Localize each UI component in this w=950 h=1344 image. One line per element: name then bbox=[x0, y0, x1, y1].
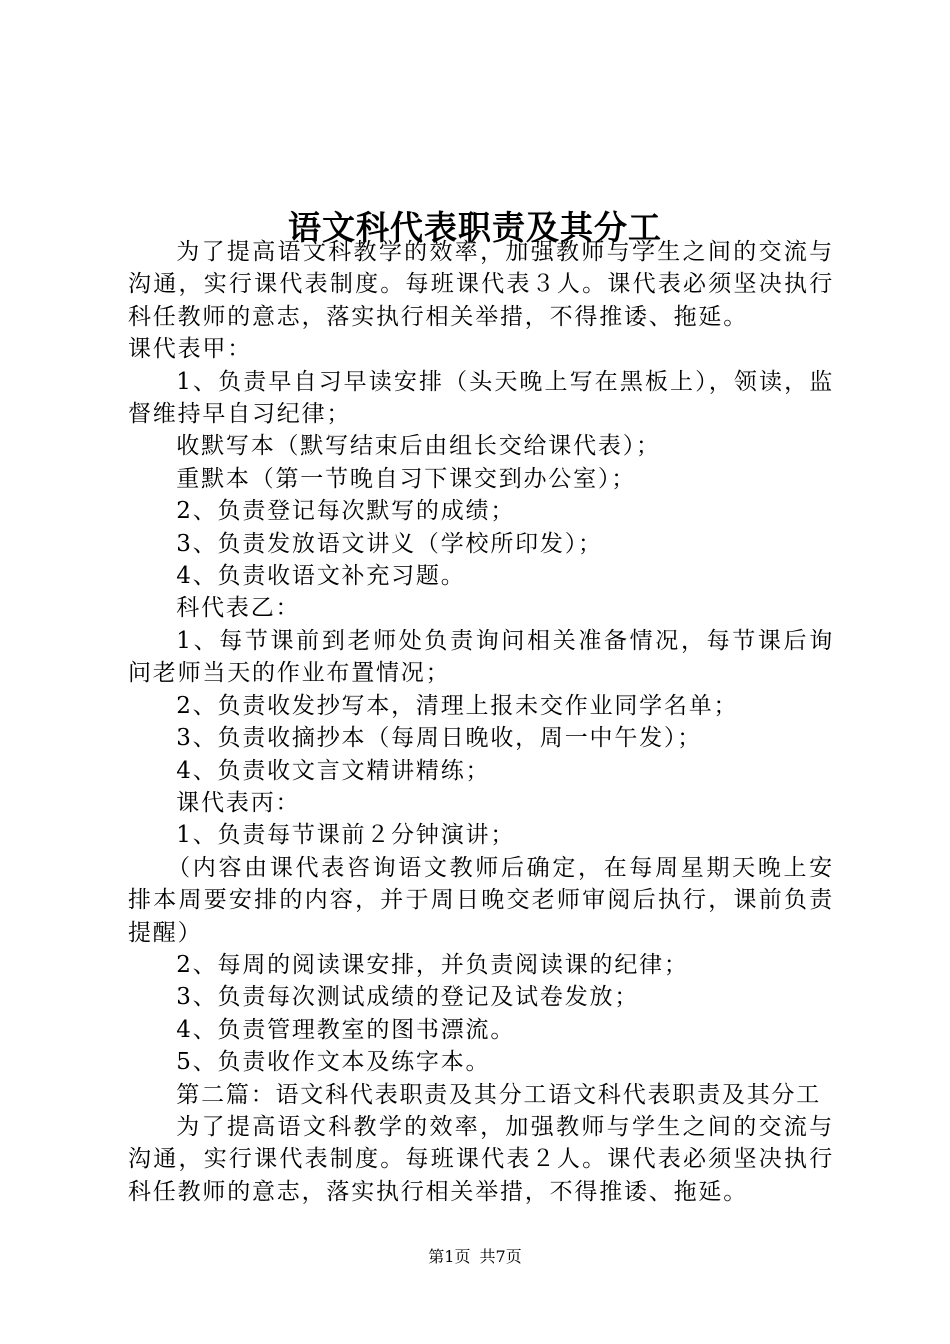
paragraph: 第二篇：语文科代表职责及其分工语文科代表职责及其分工 bbox=[176, 1081, 822, 1108]
paragraph: 5、负责收作文本及练字本。 bbox=[176, 1049, 491, 1076]
paragraph: 课代表甲： bbox=[128, 336, 252, 363]
paragraph: 课代表丙： bbox=[176, 789, 301, 816]
document-title: 语文科代表职责及其分工 bbox=[288, 208, 662, 248]
paragraph: 3、负责收摘抄本（每周日晚收，周一中午发）； bbox=[176, 725, 703, 752]
paragraph: 2、负责登记每次默写的成绩； bbox=[176, 498, 516, 525]
paragraph: 科代表乙： bbox=[176, 595, 301, 622]
paragraph: 2、每周的阅读课安排，并负责阅读课的纪律； bbox=[176, 951, 689, 978]
paragraph: 4、负责收文言文精讲精练； bbox=[176, 757, 491, 784]
page-number: 第1页 bbox=[428, 1247, 471, 1266]
page-footer bbox=[0, 1245, 950, 1269]
paragraph: 2、负责收发抄写本，清理上报未交作业同学名单； bbox=[176, 692, 739, 719]
paragraph: 为了提高语文科教学的效率，加强教师与学生之间的交流与沟通，实行课代表制度。每班课代表３人。课代表必须坚决执行科任教师的意志，落实执行相关举措，不得推诿、拖延。 bbox=[128, 239, 834, 330]
paragraph: （内容由课代表咨询语文教师后确定，在每周星期天晚上安排本周要安排的内容，并于周日晚交老师审阅后执行，课前负责提醒） bbox=[128, 854, 834, 946]
paragraph: 3、负责每次测试成绩的登记及试卷发放； bbox=[176, 984, 640, 1011]
paragraph: 1、每节课前到老师处负责询问相关准备情况，每节课后询问老师当天的作业布置情况； bbox=[128, 627, 834, 687]
paragraph: 1、负责每节课前２分钟演讲； bbox=[176, 822, 516, 849]
paragraph: 4、负责收语文补充习题。 bbox=[176, 563, 466, 590]
paragraph: 为了提高语文科教学的效率，加强教师与学生之间的交流与沟通，实行课代表制度。每班课代表２人。课代表必须坚决执行科任教师的意志，落实执行相关举措，不得推诿、拖延。 bbox=[128, 1113, 834, 1205]
document-body bbox=[128, 236, 834, 1208]
paragraph: 1、负责早自习早读安排（头天晚上写在黑板上），领读，监督维持早自习纪律； bbox=[128, 368, 834, 428]
paragraph: 4、负责管理教室的图书漂流。 bbox=[176, 1016, 516, 1043]
paragraph: 重默本（第一节晚自习下课交到办公室）； bbox=[176, 465, 636, 492]
page-total: 共7页 bbox=[479, 1247, 522, 1266]
paragraph: 收默写本（默写结束后由组长交给课代表）； bbox=[176, 433, 661, 460]
paragraph: 3、负责发放语文讲义（学校所印发）； bbox=[176, 530, 603, 557]
